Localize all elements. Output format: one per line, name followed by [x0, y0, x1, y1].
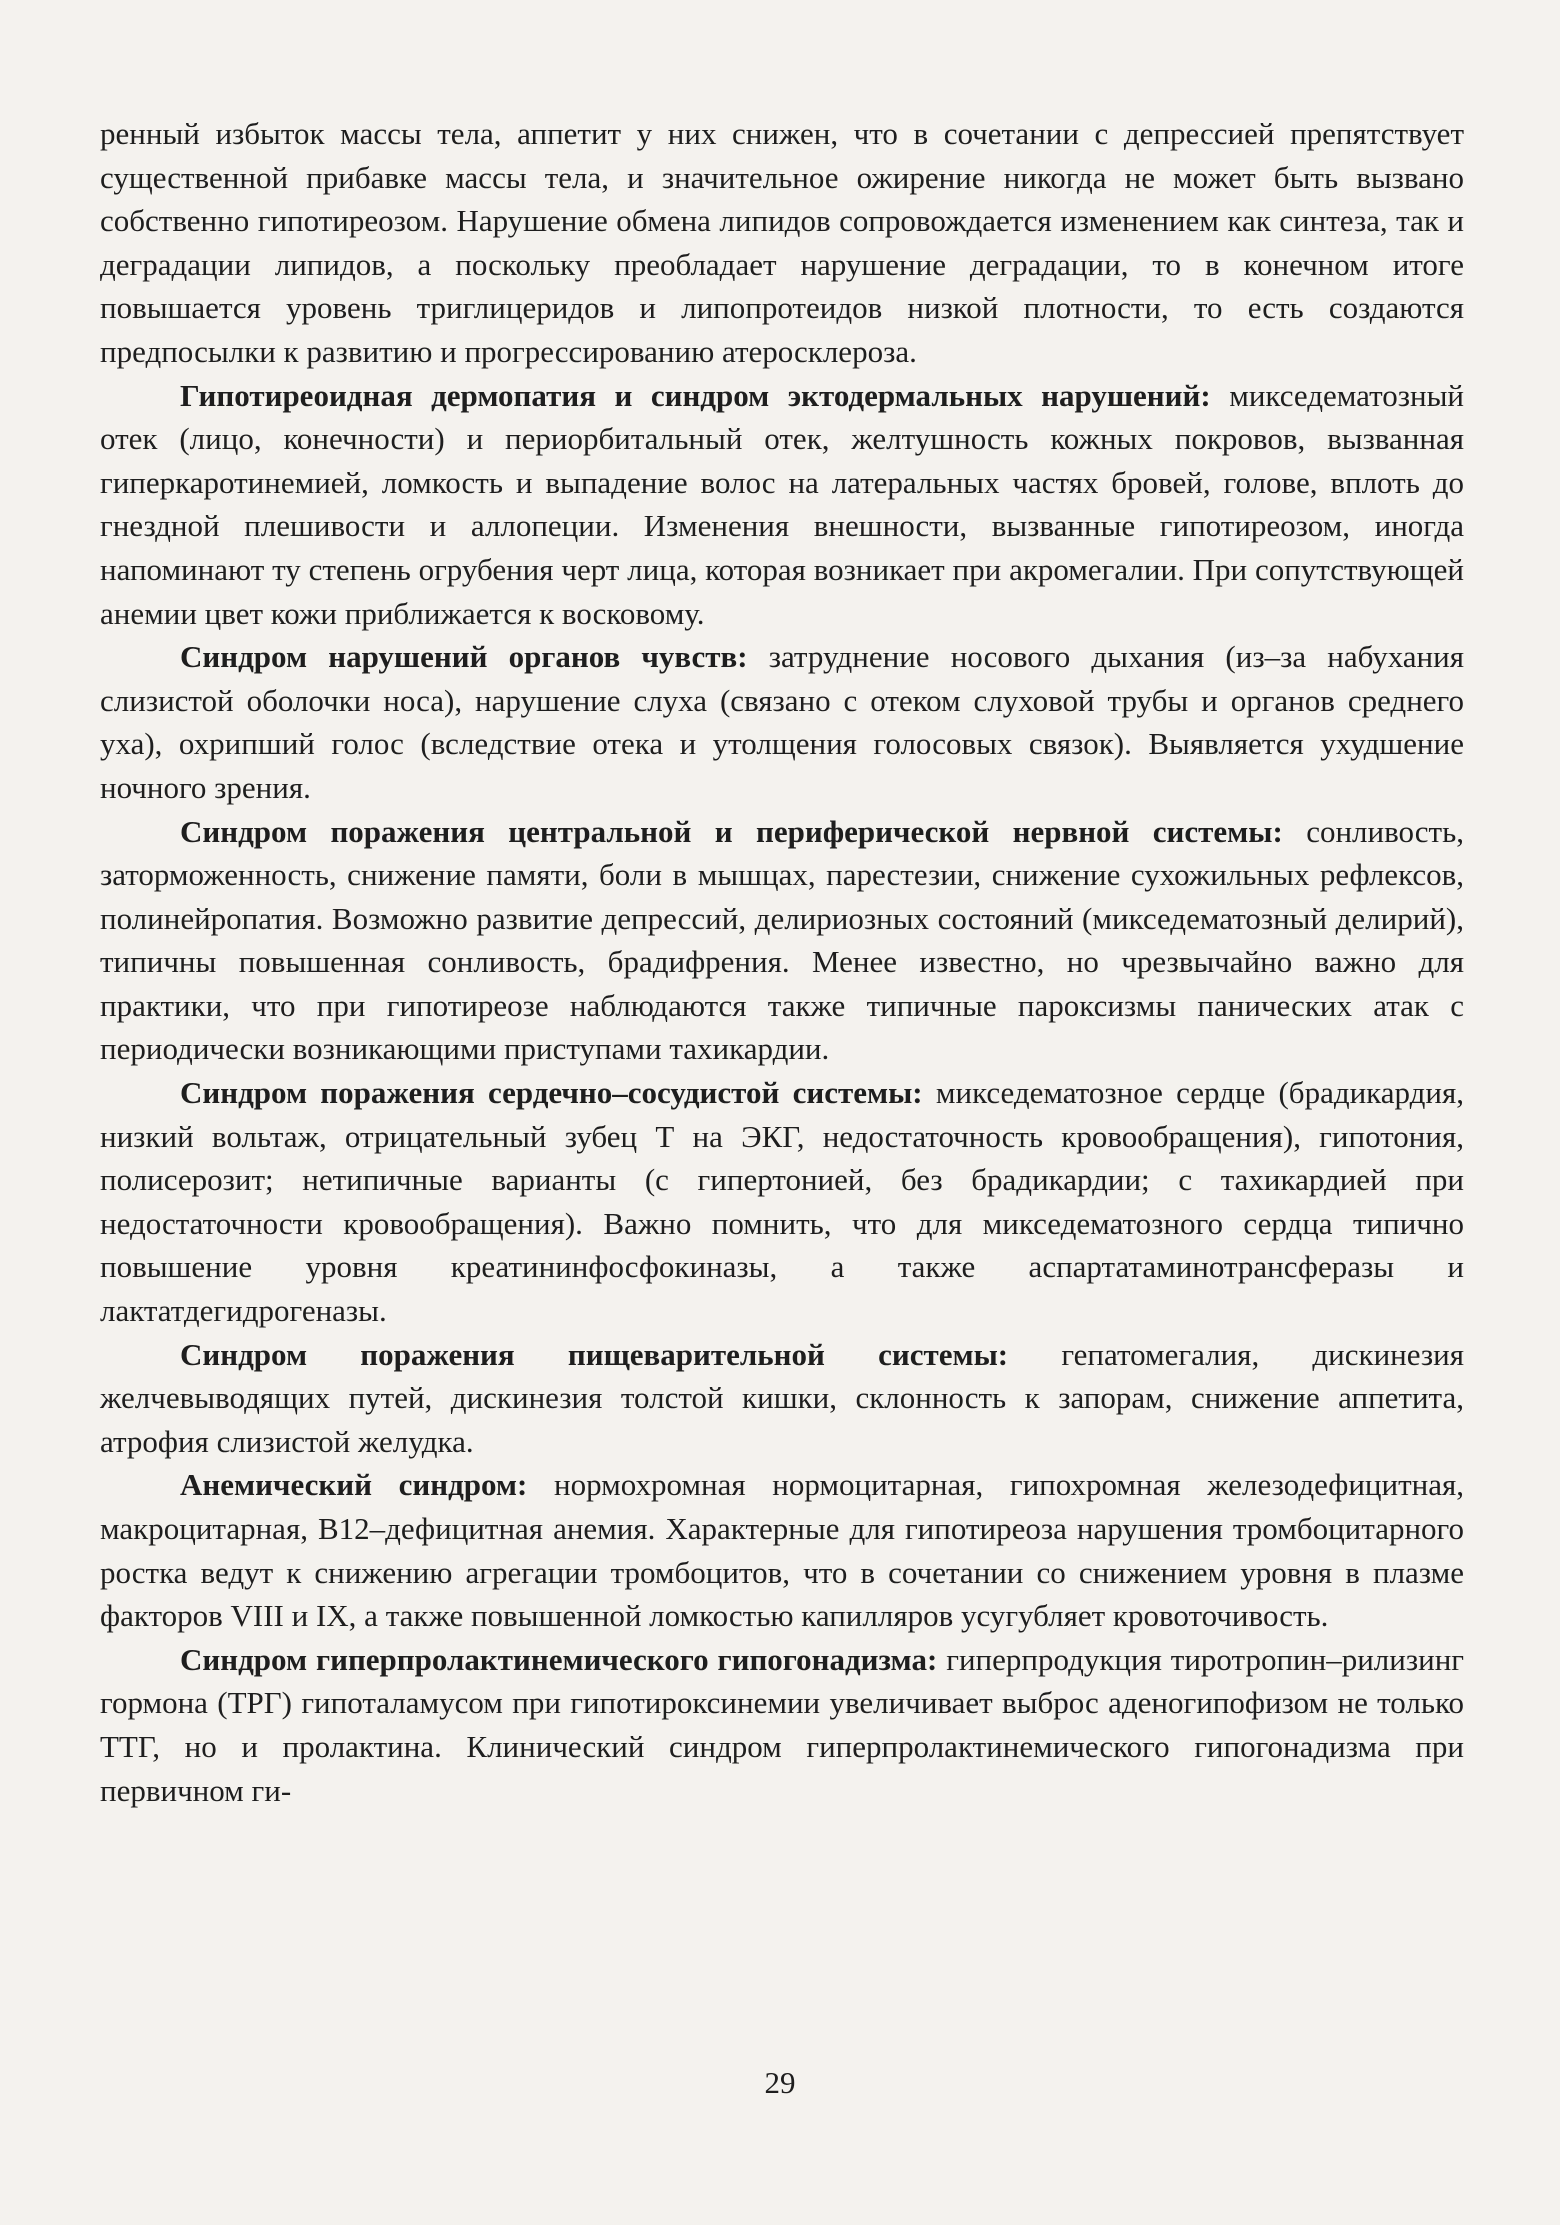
- paragraph-cardiovascular: [100, 1071, 1464, 1333]
- paragraph-text: микседематозное сердце (брадикардия, низкий вольтаж, отрицательный зубец Т на ЭКГ, недостаточность кровообращения), гипотония, полисерозит; нетипичные варианты (с гипертонией, без брадикардии; с тахикардией при недостаточности кровообращения). Важно помнить, что для микседематозного сердца типично повышение уровня креатининфосфокиназы, а также аспартатаминотрансферазы и лактатдегидрогеназы.: [100, 1075, 1464, 1329]
- paragraph-continuation: [100, 112, 1464, 374]
- paragraph-nervous-system: [100, 810, 1464, 1072]
- section-heading: Гипотиреоидная дермопатия и синдром эктодермальных нарушений:: [180, 377, 1211, 413]
- section-heading: Синдром поражения пищеварительной системы:: [180, 1336, 1009, 1372]
- paragraph-hypogonadism: [100, 1638, 1464, 1812]
- paragraph-text: нормохромная нормоцитарная, гипохромная железодефицитная, макроцитарная, В12–дефицитная анемия. Характерные для гипотиреоза нарушения тромбоцитарного ростка ведут к снижению агрегации тромбоцитов, что в сочетании со снижением уровня в плазме факторов VIII и IX, а также повышенной ломкостью капилляров усугубляет кровоточивость.: [100, 1467, 1464, 1634]
- section-heading: Синдром нарушений органов чувств:: [180, 639, 748, 675]
- paragraph-digestive: [100, 1333, 1464, 1464]
- paragraph-anemia: [100, 1463, 1464, 1637]
- paragraph-text: микседематозный отек (лицо, конечности) и периорбитальный отек, желтушность кожных покровов, вызванная гиперкаротинемией, ломкость и выпадение волос на латеральных частях бровей, голове, вплоть до гнездной плешивости и аллопеции. Изменения внешности, вызванные гипотиреозом, иногда напоминают ту степень огрубения черт лица, которая возникает при акромегалии. При сопутствующей анемии цвет кожи приближается к восковому.: [100, 377, 1464, 631]
- paragraph-text: гиперпродукция тиротропин–рилизинг гормона (ТРГ) гипоталамусом при гипотироксинемии увеличивает выброс аденогипофизом не только ТТГ, но и пролактина. Клинический синдром гиперпролактинемического гипогонадизма при первичном ги-: [100, 1641, 1464, 1808]
- paragraph-text: затруднение носового дыхания (из–за набухания слизистой оболочки носа), нарушение слуха (связано с отеком слуховой трубы и органов среднего уха), охрипший голос (вследствие отека и утолщения голосовых связок). Выявляется ухудшение ночного зрения.: [100, 639, 1464, 805]
- section-heading: Синдром поражения центральной и периферической нервной системы:: [180, 813, 1283, 849]
- paragraph-text: ренный избыток массы тела, аппетит у них снижен, что в сочетании с депрессией препятствует существенной прибавке массы тела, и значительное ожирение никогда не может быть вызвано собственно гипотиреозом. Нарушение обмена липидов сопровождается изменением как синтеза, так и деградации липидов, а поскольку преобладает нарушение деградации, то в конечном итоге повышается уровень триглицеридов и липопротеидов низкой плотности, то есть создаются предпосылки к развитию и прогрессированию атеросклероза.: [100, 116, 1464, 369]
- paragraph-sense-organs: [100, 635, 1464, 809]
- paragraph-text: гепатомегалия, дискинезия желчевыводящих путей, дискинезия толстой кишки, склонность к запорам, снижение аппетита, атрофия слизистой желудка.: [100, 1336, 1464, 1459]
- page-number: 29: [764, 2065, 796, 2100]
- section-heading: Синдром гиперпролактинемического гипогонадизма:: [180, 1641, 938, 1677]
- paragraph-dermopathy: [100, 374, 1464, 636]
- section-heading: Синдром поражения сердечно–сосудистой системы:: [180, 1075, 923, 1111]
- paragraph-text: сонливость, заторможенность, снижение памяти, боли в мышцах, парестезии, снижение сухожильных рефлексов, полинейропатия. Возможно развитие депрессий, делириозных состояний (микседематозный делирий), типичны повышенная сонливость, брадифрения. Менее известно, но чрезвычайно важно для практики, что при гипотиреозе наблюдаются также типичные пароксизмы панических атак с периодически возникающими приступами тахикардии.: [100, 813, 1464, 1067]
- page-body: [100, 112, 1464, 1812]
- section-heading: Анемический синдром:: [180, 1467, 528, 1503]
